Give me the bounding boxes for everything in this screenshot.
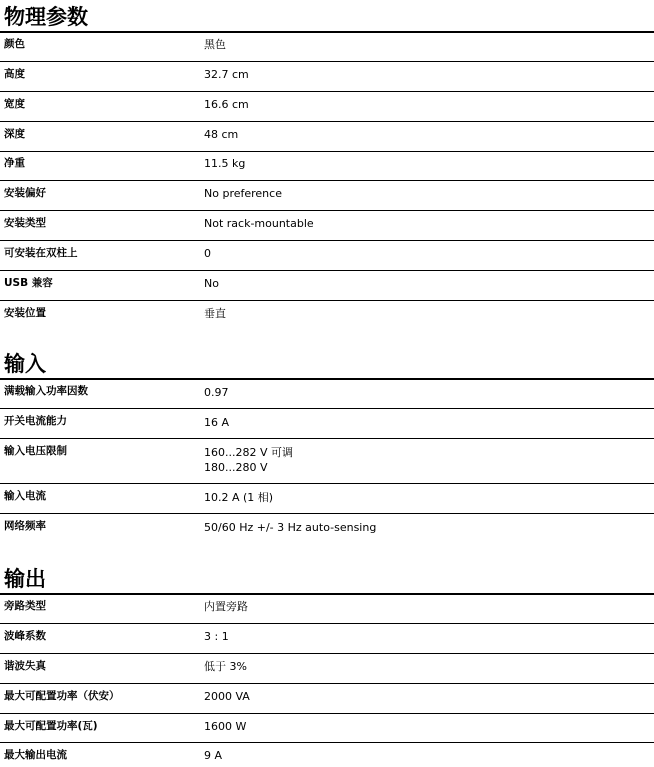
spec-value: No preference (204, 187, 282, 200)
spec-value: 黑色 (204, 38, 226, 51)
row-divider (0, 483, 654, 484)
spec-label: 安装位置 (4, 307, 46, 319)
row-divider (0, 438, 654, 439)
spec-label: 净重 (4, 157, 25, 169)
spec-label: 最大可配置功率（伏安） (4, 690, 120, 702)
spec-label: 安装偏好 (4, 187, 46, 199)
spec-value: 48 cm (204, 128, 239, 141)
spec-label: 满载输入功率因数 (4, 385, 88, 397)
spec-value: Not rack-mountable (204, 217, 314, 230)
spec-value: 32.7 cm (204, 68, 249, 81)
row-divider (0, 653, 654, 654)
spec-label: 高度 (4, 68, 25, 80)
row-divider (0, 300, 654, 301)
spec-value: 0 (204, 247, 211, 260)
section-divider (0, 593, 654, 595)
row-divider (0, 513, 654, 514)
spec-label: 输入电流 (4, 490, 46, 502)
spec-label: 网络频率 (4, 520, 46, 532)
spec-value: 内置旁路 (204, 600, 248, 613)
row-divider (0, 91, 654, 92)
spec-label: 宽度 (4, 98, 25, 110)
row-divider (0, 270, 654, 271)
spec-value: 3 : 1 (204, 630, 229, 643)
spec-label: 波峰系数 (4, 630, 46, 642)
spec-label: 可安装在双柱上 (4, 247, 78, 259)
spec-label: 输入电压限制 (4, 445, 67, 457)
row-divider (0, 742, 654, 743)
spec-value: 11.5 kg (204, 157, 246, 170)
section-title-output: 输出 (4, 567, 46, 591)
spec-value: 16.6 cm (204, 98, 249, 111)
spec-value: 垂直 (204, 307, 226, 320)
section-title-physical: 物理参数 (4, 5, 88, 29)
spec-label: 最大输出电流 (4, 749, 67, 761)
row-divider (0, 180, 654, 181)
spec-value: 10.2 A (1 相) (204, 491, 274, 504)
spec-label: 深度 (4, 128, 25, 140)
spec-label: 旁路类型 (4, 600, 46, 612)
row-divider (0, 151, 654, 152)
spec-label: USB 兼容 (4, 277, 53, 289)
spec-label: 最大可配置功率(瓦) (4, 720, 98, 732)
section-divider (0, 378, 654, 380)
row-divider (0, 61, 654, 62)
spec-value: 1600 W (204, 720, 247, 733)
spec-value: 50/60 Hz +/- 3 Hz auto-sensing (204, 521, 377, 534)
spec-label: 谐波失真 (4, 660, 46, 672)
row-divider (0, 683, 654, 684)
spec-value: 9 A (204, 749, 223, 762)
row-divider (0, 408, 654, 409)
spec-value: No (204, 277, 219, 290)
spec-label: 颜色 (4, 38, 25, 50)
spec-label: 开关电流能力 (4, 415, 67, 427)
section-divider (0, 31, 654, 33)
spec-value-line2: 180...280 V (204, 461, 268, 474)
spec-value: 0.97 (204, 386, 229, 399)
row-divider (0, 121, 654, 122)
spec-value: 2000 VA (204, 690, 250, 703)
row-divider (0, 623, 654, 624)
spec-label: 安装类型 (4, 217, 46, 229)
spec-value: 16 A (204, 416, 230, 429)
row-divider (0, 713, 654, 714)
spec-value: 160...282 V 可调 (204, 446, 293, 459)
row-divider (0, 210, 654, 211)
row-divider (0, 240, 654, 241)
section-title-input: 输入 (4, 352, 46, 376)
spec-value: 低于 3% (204, 660, 247, 673)
